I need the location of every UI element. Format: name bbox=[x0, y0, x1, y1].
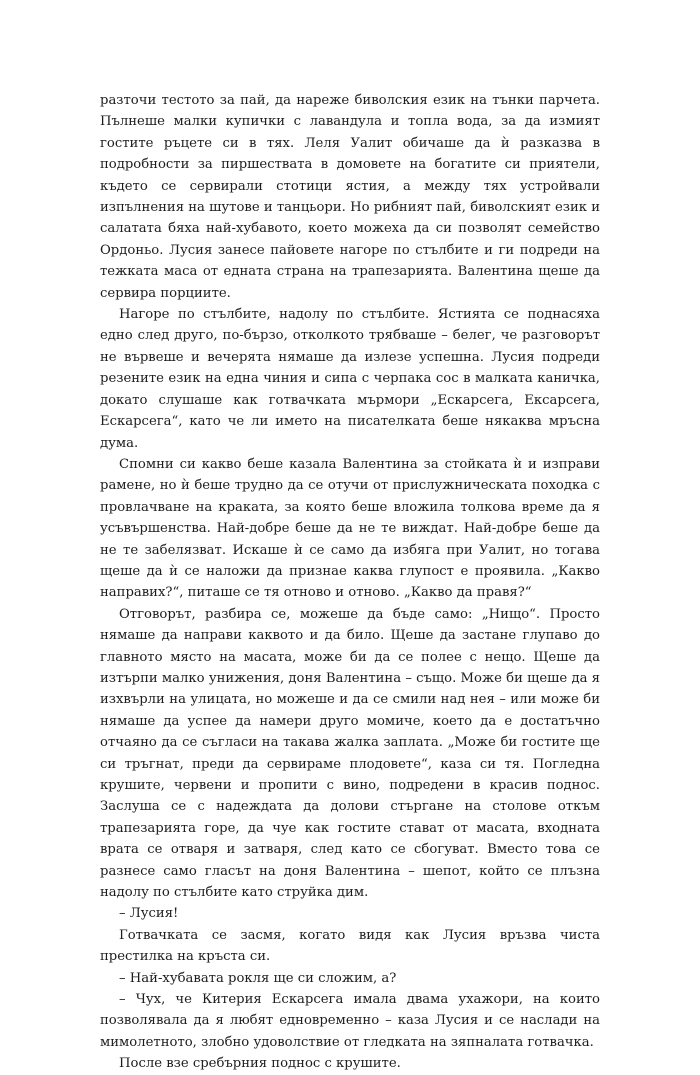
dialogue-line-3: – Чух, че Китерия Ескарсега имала двама ухажори, на които позволявала да я любят едновременно – каза Лусия и се наслади на мимолетното, злобно удоволствие от гледката на зяпналата готвачка. bbox=[100, 992, 600, 1050]
paragraph-6: После взе сребърния поднос с крушите. bbox=[119, 1056, 401, 1072]
dialogue-line-1: – Лусия! bbox=[119, 906, 179, 922]
paragraph-1: разточи тестото за пай, да нареже биволския език на тънки парчета. Пълнеше малки купички с лавандула и топла вода, за да измият гостите ръцете си в тях. Леля Уалит обичаше да ѝ разказва в подробности за пиршествата в домовете на богатите си приятели, където се сервирали стотици ястия, а между тях устройвали изпълнения на шутове и танцьори. Но рибният пай, биволският език и салатата бяха най-хубавото, което можеха да си позволят семейство Ордоньо. Лусия занесе пайовете нагоре по стълбите и ги подреди на тежката маса от едната страна на трапезарията. Валентина щеше да сервира порциите. bbox=[100, 93, 600, 301]
dialogue-line-2: – Най-хубавата рокля ще си сложим, а? bbox=[119, 970, 397, 986]
paragraph-3: Спомни си какво беше казала Валентина за стойката ѝ и изправи рамене, но ѝ беше трудно да се отучи от прислужническата походка с провлачване на краката, за която беше вложила толкова време да я усъвършенства. Най-добре беше да не те виждат. Най-добре беше да не те забелязват. Искаше ѝ се само да избяга при Уалит, но тогава щеше да ѝ се наложи да признае каква глупост е проявила. „Какво направих?“, питаше се тя отново и отново. „Какво да правя?“ bbox=[100, 456, 600, 601]
paragraph-2: Нагоре по стълбите, надолу по стълбите. Ястията се поднасяха едно след друго, по-бързо, отколкото трябваше – белег, че разговорът не вървеше и вечерята нямаше да излезе успешна. Лусия подреди резените език на една чиния и сипа с черпака сос в малката каничка, докато слушаше как готвачката мърмори „Ескарсега, Ексарсега, Ескарсега“, като че ли името на писателката беше някаква мръсна дума. bbox=[100, 307, 600, 451]
book-page-text bbox=[100, 90, 600, 1075]
paragraph-4: Отговорът, разбира се, можеше да бъде само: „Нищо“. Просто нямаше да направи каквото и да било. Щеше да застане глупаво до главното място на масата, може би да се полее с нещо. Щеше да изтърпи малко унижения, доня Валентина – също. Може би щеше да я изхвърли на улицата, но можеше и да се смили над нея – или може би нямаше да успее да намери друго момиче, което да е достатъчно отчаяно да се съгласи на такава жалка заплата. „Може би гостите ще си тръгнат, преди да сервираме плодовете“, каза си тя. Погледна крушите, червени и пропити с вино, подредени в красив поднос. Заслуша се с надеждата да долови стъргане на столове откъм трапезарията горе, да чуе как гостите стават от масата, входната врата се отваря и затваря, след като се сбогуват. Вместо това се разнесе само гласът на доня Валентина – шепот, който се плъзна надолу по стълбите като струйка дим. bbox=[100, 606, 600, 901]
paragraph-5: Готвачката се засмя, когато видя как Лусия връзва чиста престилка на кръста си. bbox=[100, 927, 600, 965]
